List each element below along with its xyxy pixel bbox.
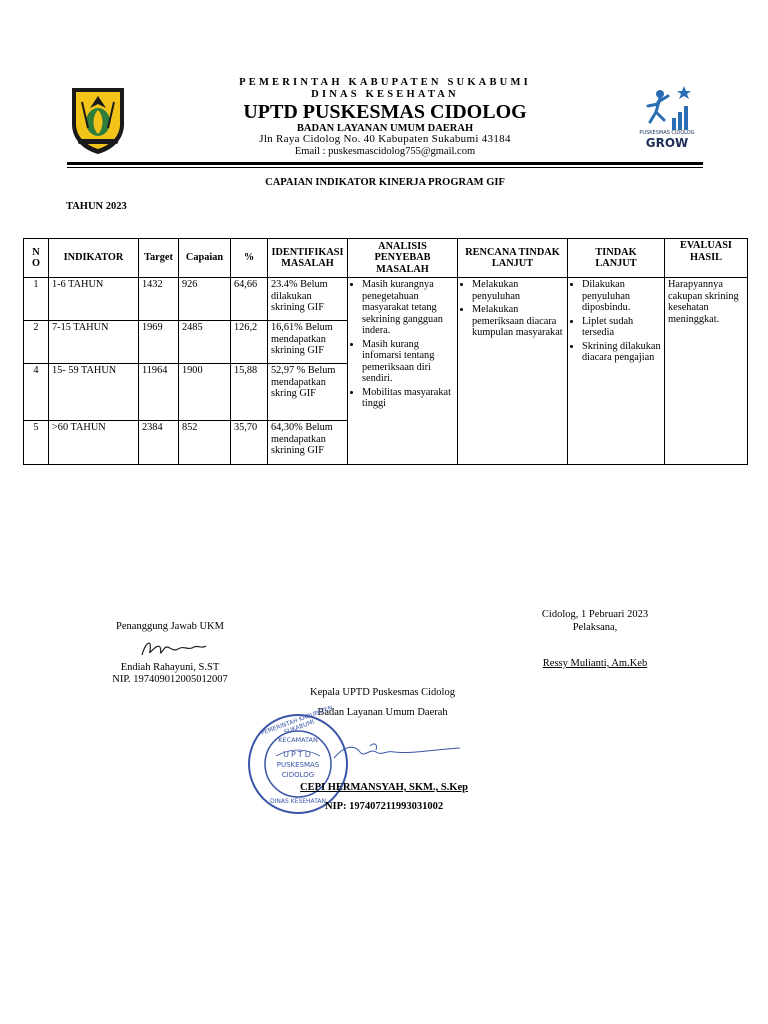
cell-identifikasi: 52,97 % Belum mendapatkan skring GIF [268, 364, 348, 421]
stamp-outer-text: PEMERINTAH KABUPATEN SUKABUMI [259, 704, 334, 737]
header-percent: % [231, 239, 268, 278]
org-subtitle: BADAN LAYANAN UMUM DAERAH [296, 123, 474, 134]
head-signature-scribble [330, 738, 465, 773]
header-rule-thick [67, 162, 703, 165]
stamp-center-2: PUSKESMAS [276, 761, 320, 769]
header-tindak: TINDAK LANJUT [568, 239, 665, 278]
gov-line-2: DINAS KESEHATAN [311, 89, 459, 100]
cell-percent: 64,66 [231, 278, 268, 321]
cell-capaian: 852 [179, 421, 231, 465]
cell-identifikasi: 23.4% Belum dilakukan skrining GIF [268, 278, 348, 321]
cell-indikator: 1-6 TAHUN [49, 278, 139, 321]
header-analisis: ANALISIS PENYEBAB MASALAH [348, 239, 458, 278]
left-signer-title: Penanggung Jawab UKM [116, 621, 224, 632]
cell-no: 4 [24, 364, 49, 421]
analisis-item: • Mobilitas masyarakat tinggi [362, 387, 454, 410]
cell-no: 2 [24, 321, 49, 364]
left-signer-nip: NIP. 197409012005012007 [112, 674, 228, 685]
head-nip: NIP: 197407211993031002 [324, 801, 444, 812]
document-year: TAHUN 2023 [66, 201, 127, 212]
cell-target: 1969 [139, 321, 179, 364]
header-target: Target [139, 239, 179, 278]
cell-capaian: 926 [179, 278, 231, 321]
stamp-center-1: UPTD [283, 750, 313, 759]
cell-no: 5 [24, 421, 49, 465]
grow-logo-caption: PUSKESMAS CIDOLOG [639, 130, 695, 136]
rencana-item: • Melakukan pemeriksaan diacara kumpulan masyarakat [472, 304, 564, 339]
cell-identifikasi: 64,30% Belum mendapatkan skrining GIF [268, 421, 348, 465]
cell-percent: 126,2 [231, 321, 268, 364]
cell-indikator: >60 TAHUN [49, 421, 139, 465]
document-title: CAPAIAN INDIKATOR KINERJA PROGRAM GIF [265, 177, 505, 188]
stamp-center-3: CIDOLOG [281, 771, 315, 779]
cell-tindak [568, 278, 665, 465]
cell-rencana [458, 278, 568, 465]
org-email: Email : puskesmascidolog755@gmail.com [294, 146, 476, 157]
cell-percent: 35,70 [231, 421, 268, 465]
cell-percent: 15,88 [231, 364, 268, 421]
tindak-item: • Liplet sudah tersedia [582, 316, 661, 339]
kinerja-table [23, 238, 748, 465]
head-name: CEPI HERMANSYAH, SKM., S.Kep [300, 782, 468, 793]
cell-target: 2384 [139, 421, 179, 465]
head-title-2: Badan Layanan Umum Daerah [317, 707, 448, 718]
header-identifikasi: IDENTIFIKASI MASALAH [268, 239, 348, 278]
stamp-bottom-text: DINAS KESEHATAN [270, 798, 326, 805]
place-date: Cidolog, 1 Pebruari 2023 [541, 609, 649, 620]
kabupaten-emblem [68, 84, 128, 156]
cell-identifikasi: 16,61% Belum mendapatkan skrining GIF [268, 321, 348, 364]
cell-capaian: 2485 [179, 321, 231, 364]
gov-line-1: PEMERINTAH KABUPATEN SUKABUMI [239, 77, 531, 88]
rencana-item: • Melakukan penyuluhan [472, 279, 564, 302]
cell-indikator: 7-15 TAHUN [49, 321, 139, 364]
grow-logo [636, 82, 698, 152]
cell-no: 1 [24, 278, 49, 321]
left-signer-name: Endiah Rahayuni, S.ST [120, 662, 220, 673]
header-capaian: Capaian [179, 239, 231, 278]
grow-logo-text: GROW [645, 136, 689, 150]
header-rule-thin [67, 167, 703, 168]
header-evaluasi: EVALUASI HASIL [665, 239, 748, 278]
org-name: UPTD PUSKESMAS CIDOLOG [243, 101, 527, 123]
head-title-1: Kepala UPTD Puskesmas Cidolog [310, 687, 455, 698]
tindak-item: • Skrining dilakukan diacara pengajian [582, 341, 661, 364]
tindak-item: • Dilakukan penyuluhan diposbindu. [582, 279, 661, 314]
cell-evaluasi: Harapyannya cakupan skrining kesehatan meninggkat. [665, 278, 748, 465]
cell-target: 1432 [139, 278, 179, 321]
table-row [24, 278, 748, 321]
header-no: N O [24, 239, 49, 278]
org-address: Jln Raya Cidolog No. 40 Kabupaten Sukabumi 43184 [259, 133, 511, 145]
cell-indikator: 15- 59 TAHUN [49, 364, 139, 421]
right-signer-title: Pelaksana, [572, 622, 618, 633]
header-indikator: INDIKATOR [49, 239, 139, 278]
cell-capaian: 1900 [179, 364, 231, 421]
table-header-row [24, 239, 748, 278]
analisis-item: • Masih kurang infomarsi tentang pemeriksaan diri sendiri. [362, 339, 454, 385]
stamp-inner-text: KECAMATAN [278, 736, 318, 744]
right-signer-name: Ressy Mulianti, Am.Keb [542, 658, 648, 669]
cell-target: 11964 [139, 364, 179, 421]
analisis-item: • Masih kurangnya penegetahuan masyarakat tetang sekrining gangguan indera. [362, 279, 454, 337]
cell-analisis [348, 278, 458, 465]
header-rencana: RENCANA TINDAK LANJUT [458, 239, 568, 278]
